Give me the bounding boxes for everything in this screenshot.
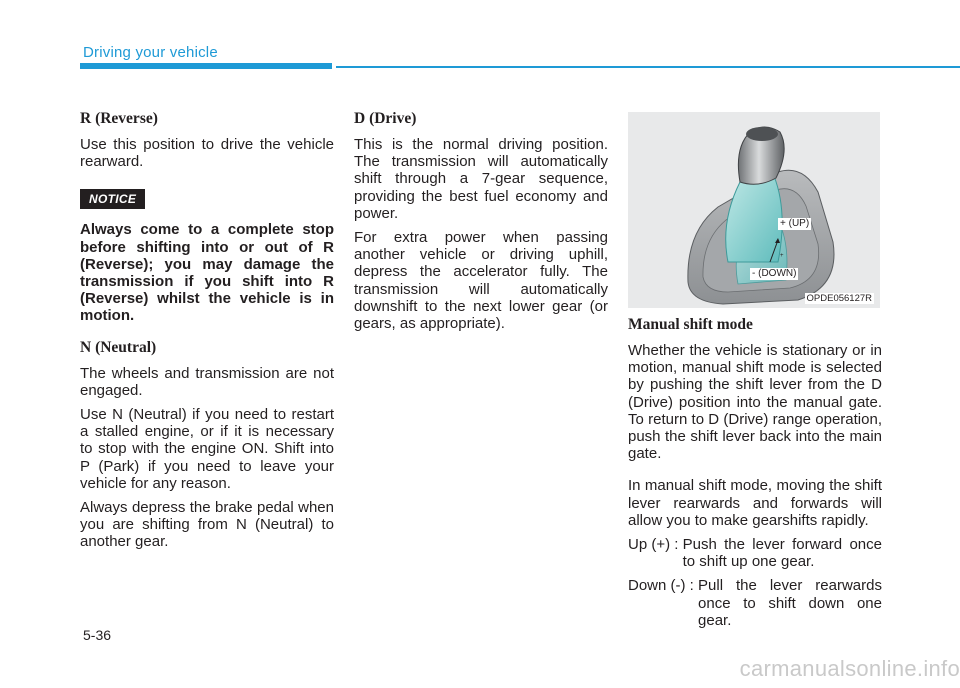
notice-badge: NOTICE xyxy=(80,189,145,209)
drive-heading: D (Drive) xyxy=(354,110,417,127)
definition-separator: : xyxy=(685,577,699,595)
figure-code: OPDE056127R xyxy=(806,293,872,304)
column-right xyxy=(628,316,882,636)
gate-marking: + xyxy=(780,253,784,259)
reverse-heading: R (Reverse) xyxy=(80,110,158,127)
manual-heading: Manual shift mode xyxy=(628,316,753,333)
definition-term: Down (-) xyxy=(628,577,686,595)
definition-text: Pull the lever rearwards once to shift down one gear. xyxy=(698,577,882,629)
manual-paragraph-1: Whether the vehicle is stationary or in motion, manual shift mode is selected by pushing the shift lever from the D (Drive) position into the manual gate. To return to D (Drive) range operation, push the shift lever back into the main gate. xyxy=(628,342,882,463)
manual-paragraph-2: In manual shift mode, moving the shift lever rearwards and forwards will allow you to make gearshifts rapidly. xyxy=(628,477,882,529)
drive-paragraph-2: For extra power when passing another vehicle or driving uphill, depress the accelerator fully. The transmission will automatically downshift to the next lower gear (or gears, as appropriate). xyxy=(354,229,608,333)
neutral-paragraph-3: Always depress the brake pedal when you are shifting from N (Neutral) to another gear. xyxy=(80,499,334,551)
definition-down xyxy=(628,577,882,629)
reverse-text: Use this position to drive the vehicle rearward. xyxy=(80,136,334,171)
definition-term: Up (+) xyxy=(628,536,671,554)
up-label: + (UP) xyxy=(780,218,810,229)
section-title: Driving your vehicle xyxy=(83,44,218,61)
watermark: carmanualsonline.info xyxy=(739,656,960,681)
definition-text: Push the lever forward once to shift up one gear. xyxy=(682,536,882,571)
page-number: 5-36 xyxy=(83,627,112,643)
column-middle xyxy=(354,110,608,339)
notice-text: Always come to a complete stop before shifting into or out of R (Reverse); you may damage the transmission if you shift into R (Reverse) whilst the vehicle is in motion. xyxy=(80,221,334,325)
neutral-paragraph-1: The wheels and transmission are not engaged. xyxy=(80,364,334,399)
neutral-heading: N (Neutral) xyxy=(80,338,157,356)
neutral-paragraph-2: Use N (Neutral) if you need to restart a stalled engine, or if it is necessary to stop with the engine ON. Shift into P (Park) if you need to leave your vehicle for any reason. xyxy=(80,406,334,492)
header-rule-thin xyxy=(336,66,960,68)
definition-separator: : xyxy=(670,536,683,554)
drive-paragraph-1: This is the normal driving position. The transmission will automatically shift through a 7-gear sequence, providing the best fuel economy and power. xyxy=(354,136,608,222)
shift-lever-illustration xyxy=(628,112,880,308)
definition-up xyxy=(628,536,882,570)
column-left xyxy=(80,110,334,558)
down-label: - (DOWN) xyxy=(752,268,797,279)
header-rule-thick xyxy=(80,63,332,69)
